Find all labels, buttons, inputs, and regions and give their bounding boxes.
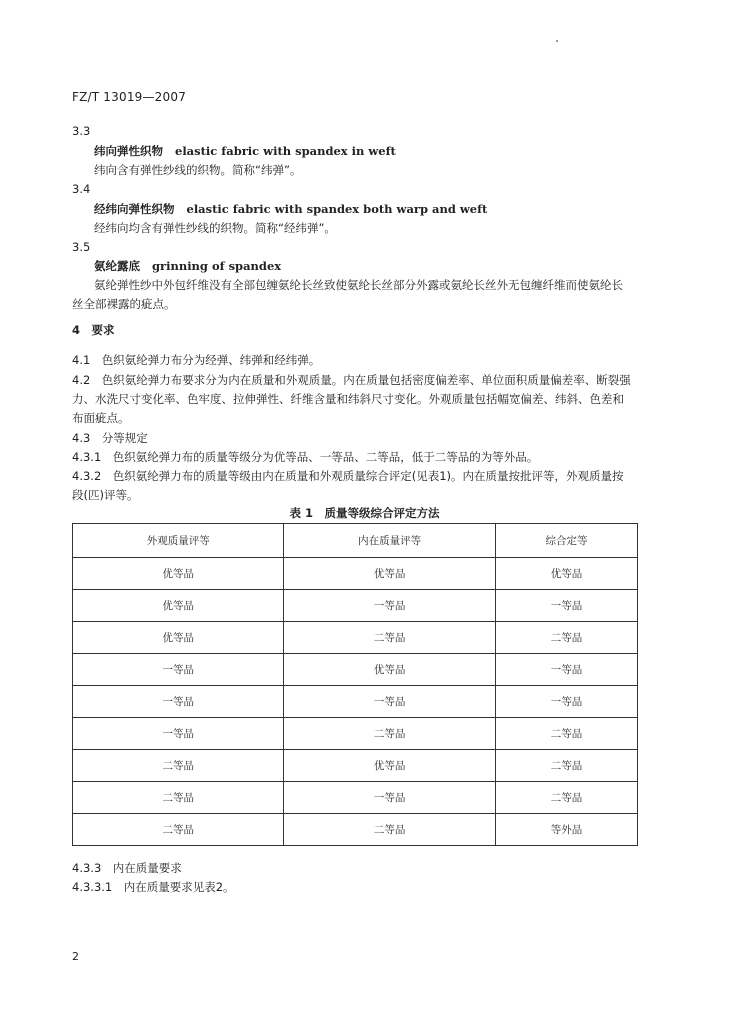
table-cell: 优等品 xyxy=(73,622,284,654)
column-header: 内在质量评等 xyxy=(284,524,495,558)
section-number: 3.5 xyxy=(72,240,91,254)
table-cell: 一等品 xyxy=(73,718,284,750)
table-cell: 二等品 xyxy=(495,750,637,782)
table-cell: 一等品 xyxy=(284,686,495,718)
table-cell: 优等品 xyxy=(495,558,637,590)
clause-4-2: 4.2 色织氨纶弹力布要求分为内在质量和外观质量。内在质量包括密度偏差率、单位面积质量偏差率、断裂强力、水洗尺寸变化率、色牢度、拉伸弹性、纤维含量和纬斜尺寸变化。外观质量包括幅宽偏差、纬斜、色差和布面疵点。 xyxy=(72,373,631,425)
term-en: grinning of spandex xyxy=(152,259,282,273)
table-cell: 等外品 xyxy=(495,814,637,846)
quality-grade-table xyxy=(72,523,638,846)
table-cell: 二等品 xyxy=(284,622,495,654)
table-row xyxy=(73,558,638,590)
table-cell: 优等品 xyxy=(284,750,495,782)
table-row xyxy=(73,814,638,846)
term-en: elastic fabric with spandex both warp and weft xyxy=(186,202,488,216)
clause-4-1: 4.1 色织氨纶弹力布分为经弹、纬弹和经纬弹。 xyxy=(72,353,321,367)
table-cell: 优等品 xyxy=(73,590,284,622)
clause-4-3-3: 4.3.3 内在质量要求 xyxy=(72,861,182,875)
table-cell: 二等品 xyxy=(495,718,637,750)
table-cell: 一等品 xyxy=(495,590,637,622)
table-cell: 二等品 xyxy=(73,782,284,814)
table-cell: 二等品 xyxy=(495,622,637,654)
page-number: 2 xyxy=(72,950,79,963)
term-definition: 经纬向均含有弹性纱线的织物。简称“经纬弹”。 xyxy=(94,221,336,235)
section-number: 3.3 xyxy=(72,124,91,138)
table-cell: 一等品 xyxy=(73,654,284,686)
term-cn: 氨纶露底 xyxy=(94,259,140,273)
table-cell: 优等品 xyxy=(73,558,284,590)
term-cn: 经纬向弹性织物 xyxy=(94,202,175,216)
table-row xyxy=(73,590,638,622)
table-cell: 二等品 xyxy=(284,814,495,846)
table-row xyxy=(73,750,638,782)
table-cell: 一等品 xyxy=(284,782,495,814)
table-cell: 优等品 xyxy=(284,558,495,590)
table-cell: 二等品 xyxy=(73,814,284,846)
table-row xyxy=(73,622,638,654)
column-header: 综合定等 xyxy=(495,524,637,558)
table-row xyxy=(73,686,638,718)
term-en: elastic fabric with spandex in weft xyxy=(175,144,396,158)
table-cell: 一等品 xyxy=(495,686,637,718)
table-cell: 二等品 xyxy=(73,750,284,782)
clause-4-3-3-1: 4.3.3.1 内在质量要求见表2。 xyxy=(72,880,235,894)
clause-4-3: 4.3 分等规定 xyxy=(72,431,148,445)
table-cell: 优等品 xyxy=(284,654,495,686)
section-number: 3.4 xyxy=(72,182,91,196)
table-cell: 二等品 xyxy=(495,782,637,814)
table-header-row xyxy=(73,524,638,558)
scan-speck xyxy=(556,40,558,42)
term-heading xyxy=(94,258,281,274)
term-heading xyxy=(94,143,396,159)
table-cell: 一等品 xyxy=(495,654,637,686)
table-row xyxy=(73,782,638,814)
table-row xyxy=(73,654,638,686)
column-header: 外观质量评等 xyxy=(73,524,284,558)
table-cell: 二等品 xyxy=(284,718,495,750)
table-cell: 一等品 xyxy=(284,590,495,622)
table-cell: 一等品 xyxy=(73,686,284,718)
clause-4-3-1: 4.3.1 色织氨纶弹力布的质量等级分为优等品、一等品、二等品，低于二等品的为等外品。 xyxy=(72,450,539,464)
clause-4-3-2: 4.3.2 色织氨纶弹力布的质量等级由内在质量和外观质量综合评定(见表1)。内在质量按批评等，外观质量按段(匹)评等。 xyxy=(72,469,624,502)
term-heading xyxy=(94,201,487,217)
section-title: 4 要求 xyxy=(72,323,115,337)
standard-code-header: FZ/T 13019—2007 xyxy=(72,90,187,104)
term-definition: 氨纶弹性纱中外包纤维没有全部包缠氨纶长丝致使氨纶长丝部分外露或氨纶长丝外无包缠纤维而使氨纶长丝全部裸露的疵点。 xyxy=(72,278,623,311)
term-cn: 纬向弹性织物 xyxy=(94,144,163,158)
table-caption: 表 1 质量等级综合评定方法 xyxy=(289,506,440,520)
term-definition: 纬向含有弹性纱线的织物。简称“纬弹”。 xyxy=(94,163,302,177)
table-row xyxy=(73,718,638,750)
